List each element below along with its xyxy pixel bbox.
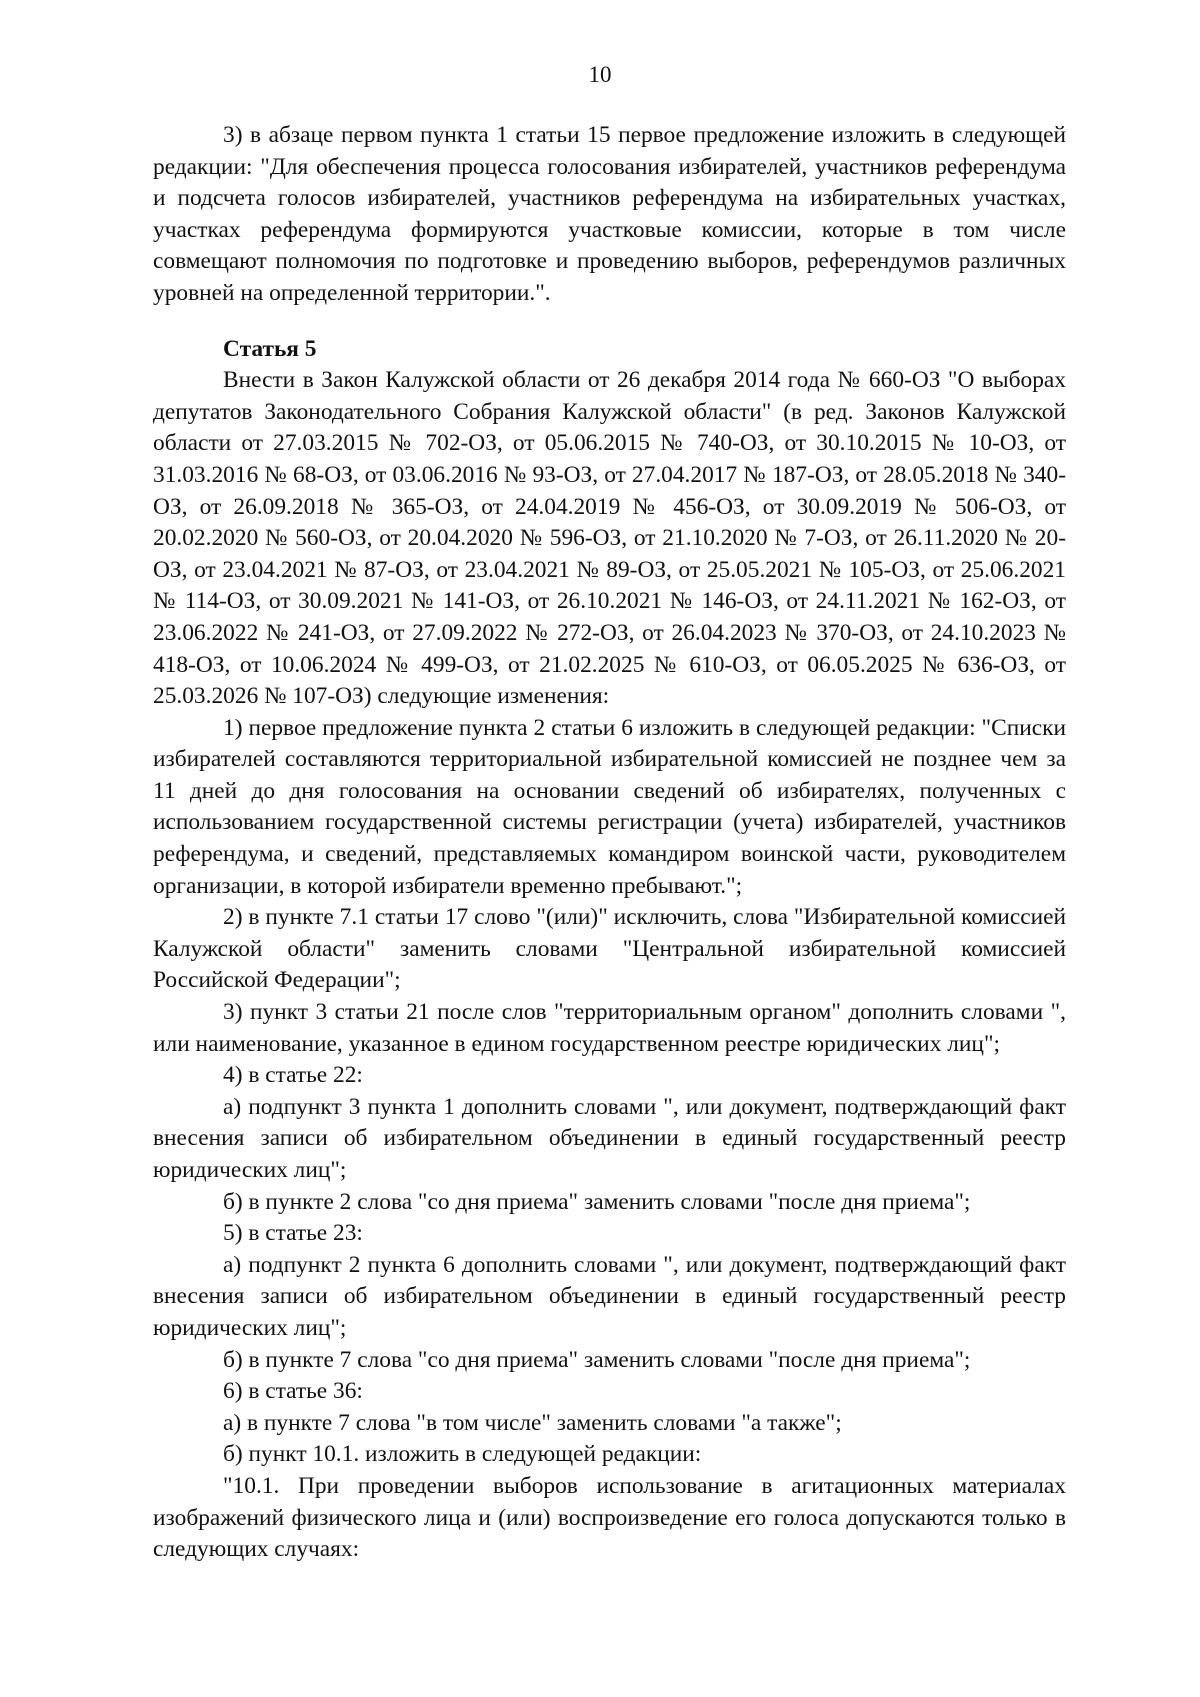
paragraph-item5: 5) в статье 23: — [223, 1220, 363, 1247]
paragraph-item10-1: "10.1. При проведении выборов использование в агитационных материалах изображений физического лица и (или) воспроизведение его голоса допускаются только в следующих случаях: — [153, 1472, 1066, 1563]
page-number: 10 — [588, 62, 612, 87]
article-heading: Статья 5 — [223, 335, 317, 362]
paragraph-item6b: б) пункт 10.1. изложить в следующей редакции: — [223, 1441, 702, 1468]
paragraph-article4-item3: 3) в абзаце первом пункта 1 статьи 15 первое предложение изложить в следующей редакции: "Для обеспечения процесса голосования избирателей, участников референдума и подсчета голосов избирателей, участников референдума на избирательных участках, участках референдума формируются участковые комиссии, которые в том числе совмещают полномочия по подготовке и проведению выборов, референдумов различных уровней на определенной территории.". — [153, 122, 1066, 306]
paragraph-item6: 6) в статье 36: — [223, 1378, 363, 1405]
paragraph-item4b: б) в пункте 2 слова "со дня приема" заменить словами "после дня приема"; — [223, 1188, 971, 1215]
paragraph-item4: 4) в статье 22: — [223, 1062, 363, 1089]
paragraph-item5a: а) подпункт 2 пункта 6 дополнить словами ", или документ, подтверждающий факт внесения записи об избирательном объединении в единый государственный реестр юридических лиц"; — [153, 1251, 1066, 1341]
paragraph-item5b: б) в пункте 7 слова "со дня приема" заменить словами "после дня приема"; — [223, 1346, 971, 1373]
paragraph-item6a: а) в пункте 7 слова "в том числе" заменить словами "а также"; — [223, 1409, 842, 1436]
paragraph-item3: 3) пункт 3 статьи 21 после слов "территориальным органом" дополнить словами ", или наименование, указанное в едином государственном реестре юридических лиц"; — [153, 999, 1066, 1057]
paragraph-item2: 2) в пункте 7.1 статьи 17 слово "(или)" исключить, слова "Избирательной комиссией Калужской области" заменить словами "Центральной избирательной комиссией Российской Федерации"; — [153, 904, 1066, 994]
paragraph-item1: 1) первое предложение пункта 2 статьи 6 изложить в следующей редакции: "Списки избирателей составляются территориальной избирательной комиссией не позднее чем за 11 дней до дня голосования на основании сведений об избирателях, полученных с использованием государственной системы регистрации (учета) избирателей, участников референдума, и сведений, представляемых командиром воинской части, руководителем организации, в которой избиратели временно пребывают."; — [153, 714, 1066, 899]
paragraph-item4a: а) подпункт 3 пункта 1 дополнить словами ", или документ, подтверждающий факт внесения записи об избирательном объединении в единый государственный реестр юридических лиц"; — [153, 1093, 1066, 1183]
paragraph-article5-intro: Внести в Закон Калужской области от 26 декабря 2014 года № 660-ОЗ "О выборах депутатов Законодательного Собрания Калужской области" (в ред. Законов Калужской области от 27.03.2015 № 702-ОЗ, от 05.06.2015 № 740-ОЗ, от 30.10.2015 № 10-ОЗ, от 31.03.2016 № 68-ОЗ, от 03.06.2016 № 93-ОЗ, от 27.04.2017 № 187-ОЗ, от 28.05.2018 № 340-ОЗ, от 26.09.2018 № 365-ОЗ, от 24.04.2019 № 456-ОЗ, от 30.09.2019 № 506-ОЗ, от 20.02.2020 № 560-ОЗ, от 20.04.2020 № 596-ОЗ, от 21.10.2020 № 7-ОЗ, от 26.11.2020 № 20-ОЗ, от 23.04.2021 № 87-ОЗ, от 23.04.2021 № 89-ОЗ, от 25.05.2021 № 105-ОЗ, от 25.06.2021 № 114-ОЗ, от 30.09.2021 № 141-ОЗ, от 26.10.2021 № 146-ОЗ, от 24.11.2021 № 162-ОЗ, от 23.06.2022 № 241-ОЗ, от 27.09.2022 № 272-ОЗ, от 26.04.2023 № 370-ОЗ, от 24.10.2023 № 418-ОЗ, от 10.06.2024 № 499-ОЗ, от 21.02.2025 № 610-ОЗ, от 06.05.2025 № 636-ОЗ, от 25.03.2026 № 107-ОЗ) следующие изменения: — [153, 367, 1066, 710]
document-body — [153, 120, 1066, 1566]
